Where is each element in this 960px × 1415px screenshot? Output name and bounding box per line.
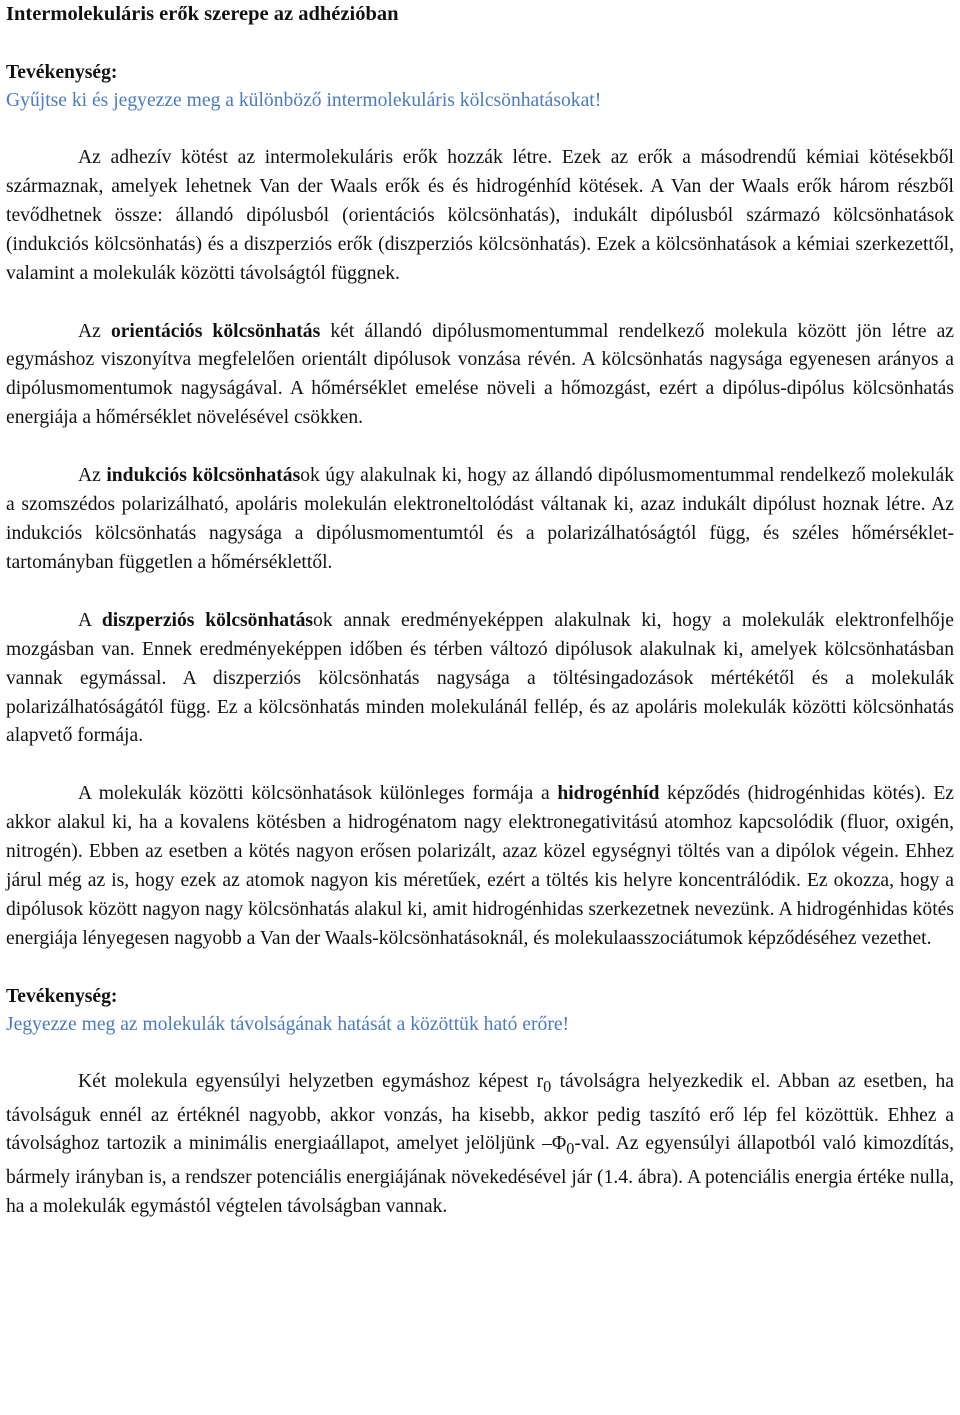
term-hydrogen-bond: hidrogénhíd — [557, 783, 660, 805]
paragraph-dispersion — [6, 607, 954, 752]
text-segment: -val. Az egyensúlyi állapotból való kimozdítás, bármely irányban is, a rendszer potenciális energiájának növekedésével jár (1.4. ábra). A potenciális energia értéke nulla, ha a molekulák egymástól végtelen távolságban vannak. — [6, 1133, 954, 1218]
paragraph-hydrogen-bond — [6, 780, 954, 953]
activity-instruction: Jegyezze meg az molekulák távolságának hatását a közöttük ható erőre! — [6, 1013, 570, 1035]
activity-box-2 — [6, 983, 954, 1039]
activity-label: Tevékenység: — [6, 62, 118, 83]
paragraph-induction — [6, 462, 954, 578]
page-title: Intermolekuláris erők szerepe az adhézióban — [6, 3, 399, 25]
text-segment: Az — [78, 320, 111, 342]
text-segment: ok annak eredményeképpen alakulnak ki, hogy a molekulák elektronfelhője mozgásban van. Ennek eredményeképpen időben és térben változó dipólusok alakulnak ki, amelyek kölcsönhatásban vannak egymással. A diszperziós kölcsönhatás nagysága a töltésingadozások mértékétől és a molekulák polarizálhatóságától függ. Ez a kölcsönhatás minden molekulánál fellép, és az apoláris molekulák közötti kölcsönhatás alapvető formája. — [6, 609, 954, 747]
term-orientation: orientációs kölcsönhatás — [110, 320, 321, 342]
text-segment: képződés (hidrogénhidas kötés). Ez akkor alakul ki, ha a kovalens kötésben a hidrogénatom nagy elektronegativitású atomhoz kapcsolódik (fluor, oxigén, nitrogén). Ebben az esetben a kötés nagyon erősen polarizált, azaz közel egységnyi töltés van a dipólok végein. Ehhez járul még az is, hogy ezek az atomok nagyon kis méretűek, ezért a töltés kis helyre koncentrálódik. Ez okozza, hogy a dipólusok között nagyon nagy kölcsönhatás alakul ki, amit hidrogénhidas szerkezetnek nevezünk. A hidrogénhidas kötés energiája lényegesen nagyobb a Van der Waals-kölcsönhatásoknál, és molekulaasszociátumok képződéséhez vezethet. — [6, 783, 954, 949]
text-segment: távolságra helyezkedik el. Abban az esetben, ha távolságuk ennél az értéknél nagyobb, akkor vonzás, ha kisebb, akkor pedig taszító erő lép fel közöttük. Ehhez a távolsághoz tartozik a minimális energiaállapot, amelyet jelöljünk –Φ — [6, 1070, 954, 1155]
term-dispersion: diszperziós kölcsönhatás — [101, 609, 314, 631]
paragraph-equilibrium-distance — [6, 1068, 954, 1222]
subscript: 0 — [543, 1076, 552, 1096]
text-segment: Két molekula egyensúlyi helyzetben egymáshoz képest r — [78, 1070, 544, 1092]
text-segment: A — [78, 609, 102, 631]
subscript: 0 — [566, 1139, 575, 1159]
text-segment: ok úgy alakulnak ki, hogy az állandó dipólusmomentummal rendelkező molekulák a szomszédos polarizálható, apoláris molekulán elektroneltolódást váltanak ki, azaz indukált dipólust hoznak létre. Az indukciós kölcsönhatás nagysága a dipólusmomentumtól és a polarizálhatóságtól függ, és széles hőmérséklet-tartományban független a hőmérséklettől. — [6, 465, 954, 573]
text-segment: A molekulák közötti kölcsönhatások különleges formája a — [78, 783, 558, 805]
activity-instruction: Gyűjtse ki és jegyezze meg a különböző intermolekuláris kölcsönhatásokat! — [6, 90, 602, 111]
activity-box-1 — [6, 59, 954, 115]
text-segment: két állandó dipólusmomentummal rendelkező molekula között jön létre az egymáshoz viszonyítva megfelelően orientált dipólusok vonzása révén. A kölcsönhatás nagysága egyenesen arányos a dipólusmomentumok nagyságával. A hőmérséklet emelése növeli a hőmozgást, ezért a dipólus-dipólus kölcsönhatás energiája a hőmérséklet növelésével csökken. — [6, 320, 954, 429]
text-segment: Az — [78, 465, 107, 487]
activity-label: Tevékenység: — [6, 985, 118, 1007]
term-induction: indukciós kölcsönhatás — [106, 465, 301, 487]
paragraph-adhesive-bond: Az adhezív kötést az intermolekuláris erők hozzák létre. Ezek az erők a másodrendű kémiai kötésekből származnak, amelyek lehetnek Van der Waals erők és és hidrogénhíd kötések. A Van der Waals erők három részből tevődhetnek össze: állandó dipólusból (orientációs kölcsönhatás), indukált dipólusból származó kölcsönhatások (indukciós kölcsönhatás) és a diszperziós erők (diszperziós kölcsönhatás). Ezek a kölcsönhatások a kémiai szerkezettől, valamint a molekulák közötti távolságtól függnek. — [6, 147, 954, 284]
paragraph-orientation — [6, 318, 954, 434]
